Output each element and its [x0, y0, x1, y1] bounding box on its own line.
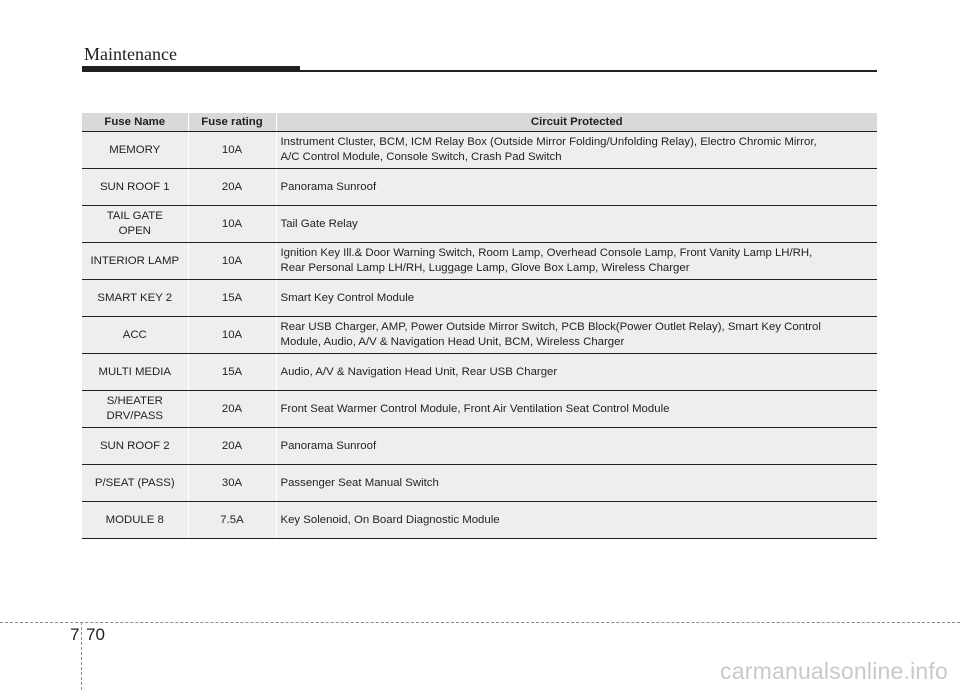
table-row — [82, 428, 877, 465]
fuse-name-cell: TAIL GATE OPEN — [82, 206, 188, 243]
table-row — [82, 465, 877, 502]
fuse-rating-cell: 10A — [188, 243, 276, 280]
table-header-row — [82, 113, 877, 132]
chapter-number: 7 — [70, 625, 80, 644]
page-number: 70 — [86, 625, 105, 644]
fuse-name-cell: SMART KEY 2 — [82, 280, 188, 317]
table-row — [82, 354, 877, 391]
table-row — [82, 132, 877, 169]
circuit-cell: Tail Gate Relay — [276, 206, 877, 243]
fuse-name-cell: INTERIOR LAMP — [82, 243, 188, 280]
fuse-rating-cell: 10A — [188, 206, 276, 243]
column-header-circuit-protected: Circuit Protected — [276, 113, 877, 132]
fuse-name-cell: SUN ROOF 2 — [82, 428, 188, 465]
header-rule-thin — [300, 70, 877, 72]
fuse-name-cell: MODULE 8 — [82, 502, 188, 539]
fuse-rating-cell: 7.5A — [188, 502, 276, 539]
fuse-name-cell: MEMORY — [82, 132, 188, 169]
watermark: carmanualsonline.info — [720, 658, 948, 684]
circuit-cell: Smart Key Control Module — [276, 280, 877, 317]
circuit-cell: Passenger Seat Manual Switch — [276, 465, 877, 502]
fuse-name-cell: S/HEATER DRV/PASS — [82, 391, 188, 428]
fuse-rating-cell: 20A — [188, 428, 276, 465]
circuit-cell: Front Seat Warmer Control Module, Front Air Ventilation Seat Control Module — [276, 391, 877, 428]
section-title: Maintenance — [84, 44, 177, 64]
circuit-cell: Audio, A/V & Navigation Head Unit, Rear USB Charger — [276, 354, 877, 391]
table-row — [82, 280, 877, 317]
fuse-name-cell: SUN ROOF 1 — [82, 169, 188, 206]
circuit-cell: Key Solenoid, On Board Diagnostic Module — [276, 502, 877, 539]
fuse-rating-cell: 15A — [188, 354, 276, 391]
table-row — [82, 391, 877, 428]
fuse-table — [82, 113, 877, 539]
header-rule-thick — [82, 66, 300, 72]
fuse-rating-cell: 20A — [188, 169, 276, 206]
column-header-fuse-name: Fuse Name — [82, 113, 188, 132]
table-row — [82, 243, 877, 280]
fuse-name-cell: P/SEAT (PASS) — [82, 465, 188, 502]
circuit-cell: Instrument Cluster, BCM, ICM Relay Box (Outside Mirror Folding/Unfolding Relay), Electro Chromic Mirror, A/C Control Module, Console Switch, Crash Pad Switch — [276, 132, 877, 169]
fuse-name-cell: ACC — [82, 317, 188, 354]
fuse-rating-cell: 20A — [188, 391, 276, 428]
fuse-rating-cell: 15A — [188, 280, 276, 317]
circuit-cell: Panorama Sunroof — [276, 169, 877, 206]
footer-divider — [0, 622, 960, 623]
table-row — [82, 317, 877, 354]
circuit-cell: Panorama Sunroof — [276, 428, 877, 465]
fuse-name-cell: MULTI MEDIA — [82, 354, 188, 391]
circuit-cell: Ignition Key Ill.& Door Warning Switch, Room Lamp, Overhead Console Lamp, Front Vanity Lamp LH/RH, Rear Personal Lamp LH/RH, Luggage Lamp, Glove Box Lamp, Wireless Charger — [276, 243, 877, 280]
footer-vertical-divider — [81, 622, 82, 690]
table-row — [82, 169, 877, 206]
table-row — [82, 502, 877, 539]
table-row — [82, 206, 877, 243]
circuit-cell: Rear USB Charger, AMP, Power Outside Mirror Switch, PCB Block(Power Outlet Relay), Smart Key Control Module, Audio, A/V & Navigation Head Unit, BCM, Wireless Charger — [276, 317, 877, 354]
fuse-rating-cell: 10A — [188, 132, 276, 169]
column-header-fuse-rating: Fuse rating — [188, 113, 276, 132]
fuse-rating-cell: 30A — [188, 465, 276, 502]
fuse-rating-cell: 10A — [188, 317, 276, 354]
